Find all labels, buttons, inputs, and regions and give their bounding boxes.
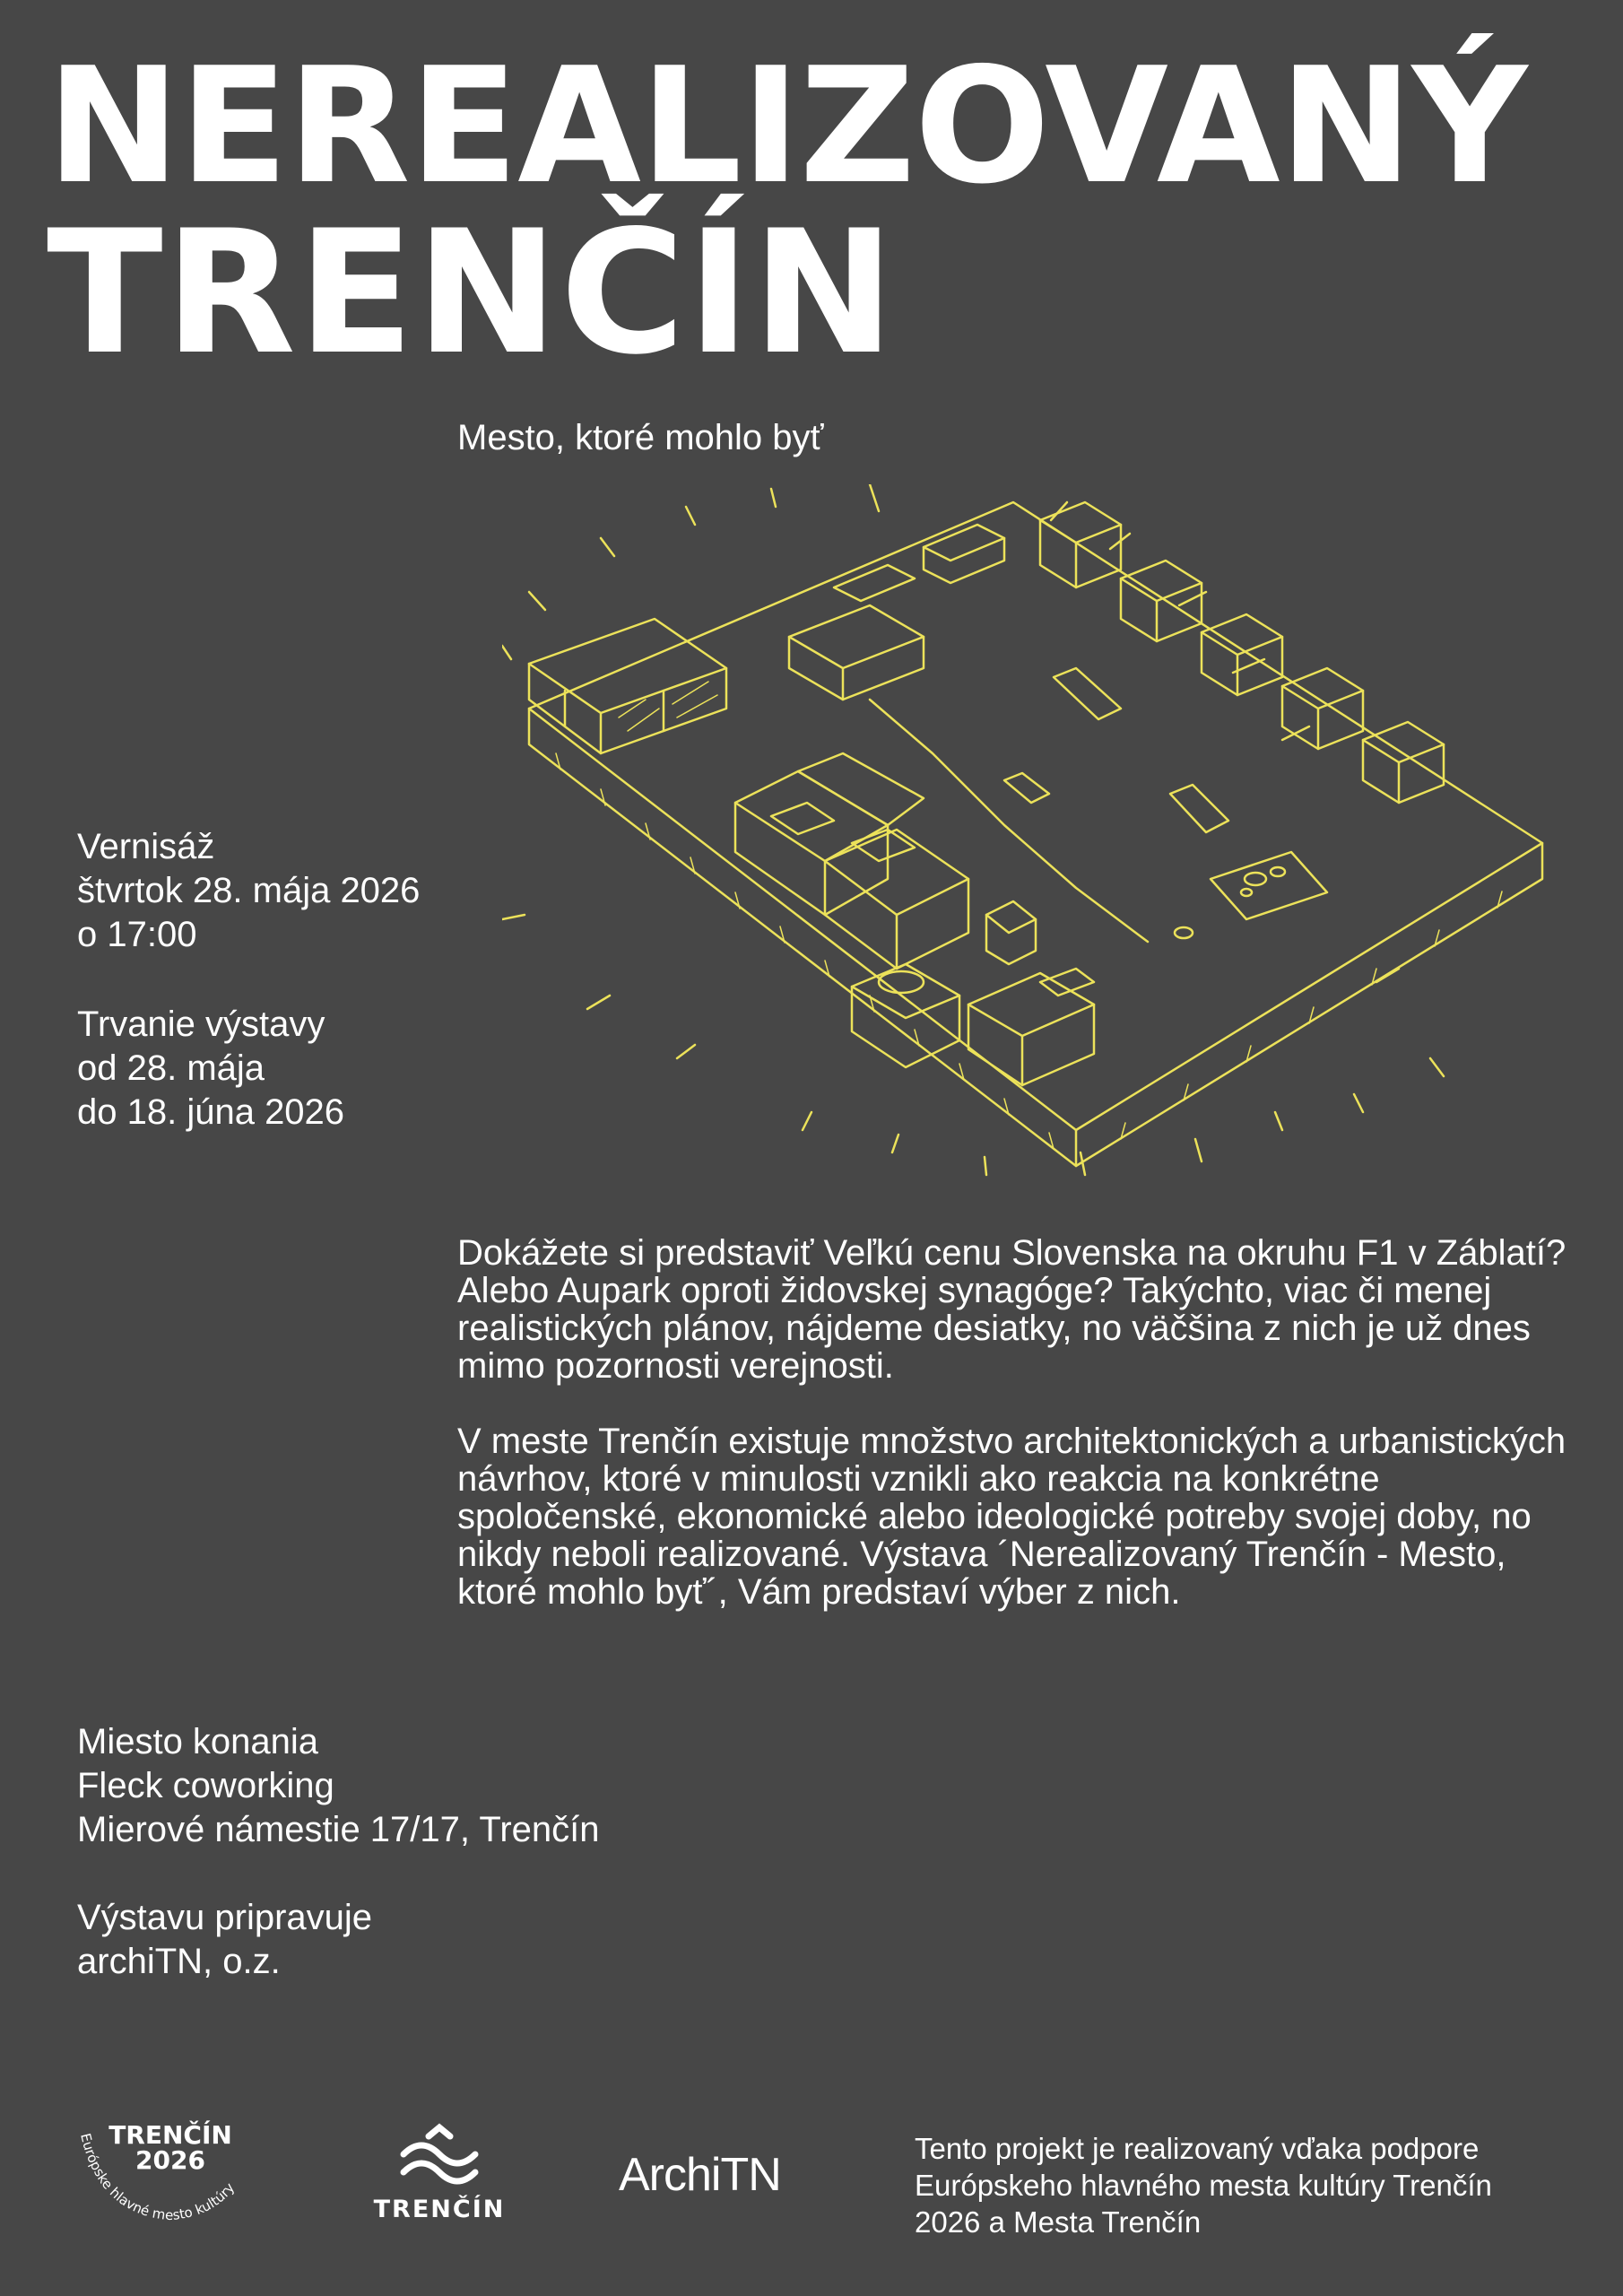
title-line-1: NEREALIZOVANÝ (47, 33, 1527, 219)
venue-name: Fleck coworking (77, 1766, 334, 1805)
duration-from: od 28. mája (77, 1048, 265, 1088)
duration-to: do 18. júna 2026 (77, 1092, 345, 1132)
support-note-line: 2026 a Mesta Trenčín (915, 2205, 1202, 2239)
vernisaz-date: štvrtok 28. mája 2026 (77, 871, 421, 910)
description-paragraph-1: Dokážete si predstaviť Veľkú cenu Slovenska na okruhu F1 v Záblatí? Alebo Aupark oproti židovskej synagóge? Takýchto, viac či menej realistických plánov, nájdeme desiatky, no väčšina z nich je už dnes mimo pozornosti verejnosti. (457, 1233, 1567, 1386)
city-model-sketch (502, 484, 1569, 1184)
vernisaz-info (77, 825, 420, 957)
sketch-building-bottom (852, 964, 1094, 1085)
vernisaz-time: o 17:00 (77, 915, 197, 954)
venue-label: Miesto konania (77, 1722, 319, 1761)
support-note-line: Európskeho hlavného mesta kultúry Trenčín (915, 2169, 1492, 2202)
architn-logo: ArchiTN (619, 2149, 781, 2201)
organizer-label: Výstavu pripravuje (77, 1898, 373, 1937)
trencin-logo-text: TRENČÍN (373, 2196, 506, 2223)
duration-label: Trvanie výstavy (77, 1004, 325, 1044)
trencin-emblem-icon (404, 2127, 475, 2181)
sketch-square (870, 668, 1327, 942)
subtitle: Mesto, ktoré mohlo byť (457, 418, 824, 457)
duration-info (77, 1003, 344, 1135)
venue-info (77, 1720, 600, 1852)
ehmk-logo-line1: TRENČÍN (108, 2120, 232, 2150)
support-note (915, 2130, 1596, 2240)
ehmk-logo-line2: 2026 (135, 2145, 205, 2175)
title-line-2: TRENČÍN (47, 194, 897, 392)
sketch-building-left (529, 619, 726, 753)
sketch-houses-right (1040, 502, 1444, 803)
sketch-building-cluster (735, 753, 1036, 969)
support-note-line: Tento projekt je realizovaný vďaka podpore (915, 2132, 1480, 2165)
vernisaz-label: Vernisáž (77, 827, 215, 866)
sketch-rays (502, 484, 1444, 1175)
ehmk-logo-arc-text: Európske hlavné mesto kultúry (77, 2131, 239, 2224)
ehmk-logo (72, 2117, 269, 2242)
sketch-base (529, 502, 1542, 1166)
description-paragraph-2: V meste Trenčín existuje množstvo architektonických a urbanistických návrhov, ktoré v minulosti vznikli ako reakcia na konkrétne spoločenské, ekonomické alebo ideologické potreby svojej doby, no nikdy neboli realizované. Výstava ´Nerealizovaný Trenčín - Mesto, ktoré mohlo byť´, Vám predstaví výber z nich. (457, 1422, 1567, 1612)
organizer-name: archiTN, o.z. (77, 1942, 281, 1981)
organizer-info (77, 1896, 372, 1984)
venue-address: Mierové námestie 17/17, Trenčín (77, 1810, 600, 1849)
trencin-city-logo (359, 2117, 520, 2224)
